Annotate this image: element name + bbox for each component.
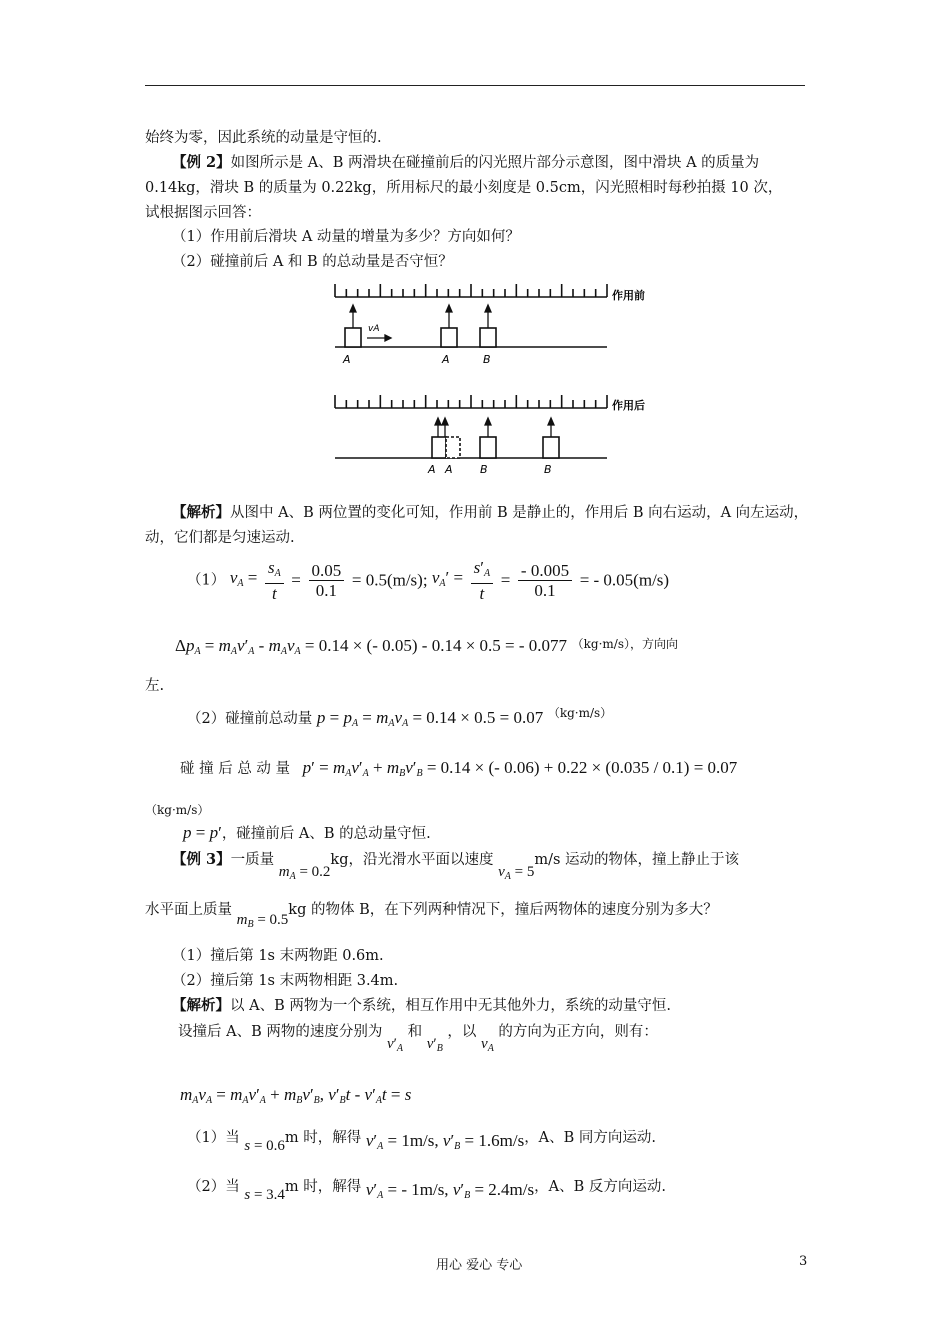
- example-3-question-1: （1）撞后第 1s 末两物距 0.6m.: [172, 948, 384, 964]
- example-2-line-1: 【例 2】如图所示是 A、B 两滑块在碰撞前后的闪光照片部分示意图，图中滑块 A 的质量为: [172, 154, 760, 171]
- label-b-before: B: [483, 353, 491, 366]
- intro-line: 始终为零，因此系统的动量是守恒的.: [145, 130, 382, 146]
- block-a-after-2: [446, 437, 460, 458]
- solution-2-line-2: 动，它们都是匀速运动.: [145, 530, 295, 546]
- case-2-line: （2）当 s = 3.4m 时，解得 $v'_A$ = - 1m/s, $v'_B = 2.4m/s$，A、B 反方向运动.: [187, 1179, 666, 1203]
- fraction-sa-prime-over-t: $\frac{s'_A}{t}$: [471, 558, 493, 603]
- figure-title-after: 作用后: [612, 399, 645, 412]
- momentum-change-tail: 左.: [145, 678, 165, 694]
- example-2-line-3: 试根据图示回答：: [145, 205, 261, 221]
- solution-3-line-2: 设撞后 A、B 两物的速度分别为 $v'_A$ 和 $v'_B$ ，以 $v_A$ 的方向为正方向，则有：: [178, 1024, 658, 1054]
- conclusion-line: p = p′，碰撞前后 A、B 的总动量守恒.: [183, 823, 431, 842]
- fraction-neg0005-over-01: $\frac{- 0.005}{0.1}$: [518, 561, 572, 600]
- header-rule: [145, 85, 805, 86]
- momentum-change-equation: $\Delta p_A = m_Av'_A - m_Av_A = 0.14$ × (- 0.05) - 0.14 × 0.5 = - 0.077 $^{(kg\cdot m/s),方向向}$: [175, 636, 678, 657]
- label-a-before-2: A: [442, 353, 450, 366]
- block-b-before: [480, 328, 496, 347]
- label-a-after-2: A: [445, 463, 453, 476]
- ruler-before: [335, 284, 607, 297]
- total-momentum-after: 碰 撞 后 总 动 量 $p' = m_Av'_A + m_Bv'_B = 0.14$ × (- 0.06) + 0.22 × (0.035 / 0.1) = 0.07: [180, 758, 738, 779]
- example-3-question-2: （2）撞后第 1s 末两物相距 3.4m.: [172, 973, 399, 989]
- fraction-005-over-01: $\frac{0.05}{0.1}$: [309, 561, 345, 600]
- solution-2-line-1: 【解析】从图中 A、B 两位置的变化可知，作用前 B 是静止的，作用后 B 向右运动，A 向左运动，: [172, 504, 809, 521]
- footer-motto: 用心 爱心 专心: [436, 1258, 523, 1273]
- label-b-after-1: B: [480, 463, 488, 476]
- solution-3-line-1: 【解析】以 A、B 两物为一个系统，相互作用中无其他外力，系统的动量守恒.: [172, 997, 671, 1014]
- fraction-sa-over-t: $\frac{s_A}{t}$: [265, 558, 284, 603]
- example-3-line-1: 【例 3】一质量 $m_A = 0.2kg$，沿光滑水平面以速度 $v_A = 5m/s$ 运动的物体，撞上静止于该: [172, 851, 740, 882]
- velocity-a-label: vA: [368, 324, 380, 334]
- block-a-before-2: [441, 328, 457, 347]
- figure-title-before: 作用前: [612, 289, 645, 302]
- page-number: 3: [799, 1254, 808, 1269]
- total-momentum-after-unit: （kg·m/s）: [145, 803, 210, 817]
- label-b-after-2: B: [544, 463, 552, 476]
- example-2-question-2: （2）碰撞前后 A 和 B 的总动量是否守恒？: [172, 254, 453, 270]
- ruler-after: [335, 395, 607, 408]
- block-b-after-2: [543, 437, 559, 458]
- label-a-before-1: A: [343, 353, 351, 366]
- label-a-after-1: A: [428, 463, 436, 476]
- example-2-question-1: （1）作用前后滑块 A 动量的增量为多少？方向如何？: [172, 229, 520, 245]
- case-1-line: （1）当 s = 0.6m 时，解得 $v'_A = 1m/s$, $v'_B = 1.6m/s$，A、B 同方向运动.: [187, 1130, 657, 1154]
- block-b-after-1: [480, 437, 496, 458]
- example-2-line-2: 0.14kg，滑块 B 的质量为 0.22kg，所用标尺的最小刻度是 0.5cm，闪光照相时每秒拍摄 10 次，: [145, 180, 783, 196]
- total-momentum-before: （2）碰撞前总动量 $p = p_A = m_Av_A = 0.14 \times 0.5 = 0.07$ $^{(kg\cdot m/s)}$: [187, 706, 613, 729]
- example-3-line-2: 水平面上质量 $m_B = 0.5kg$ 的物体 B，在下列两种情况下，撞后两物体的速度分别为多大？: [145, 902, 718, 930]
- block-a-before-1: [345, 328, 361, 347]
- collision-figure: [325, 275, 665, 480]
- momentum-conservation-equation: $m_Av_A = m_Av'_A + m_Bv'_B$, $v'_Bt - v'_At = s$: [180, 1085, 412, 1106]
- block-a-after-1: [432, 437, 446, 458]
- velocity-equation: （1） $v_A$ = $\frac{s_A}{t}$ = $\frac{0.05}{0.1}$ = 0.5(m/s); $v_A'$ = $\frac{s'_A}{t}$ = $\frac{- 0.005}{0.1}$ = - 0.05(m/s): [187, 558, 670, 603]
